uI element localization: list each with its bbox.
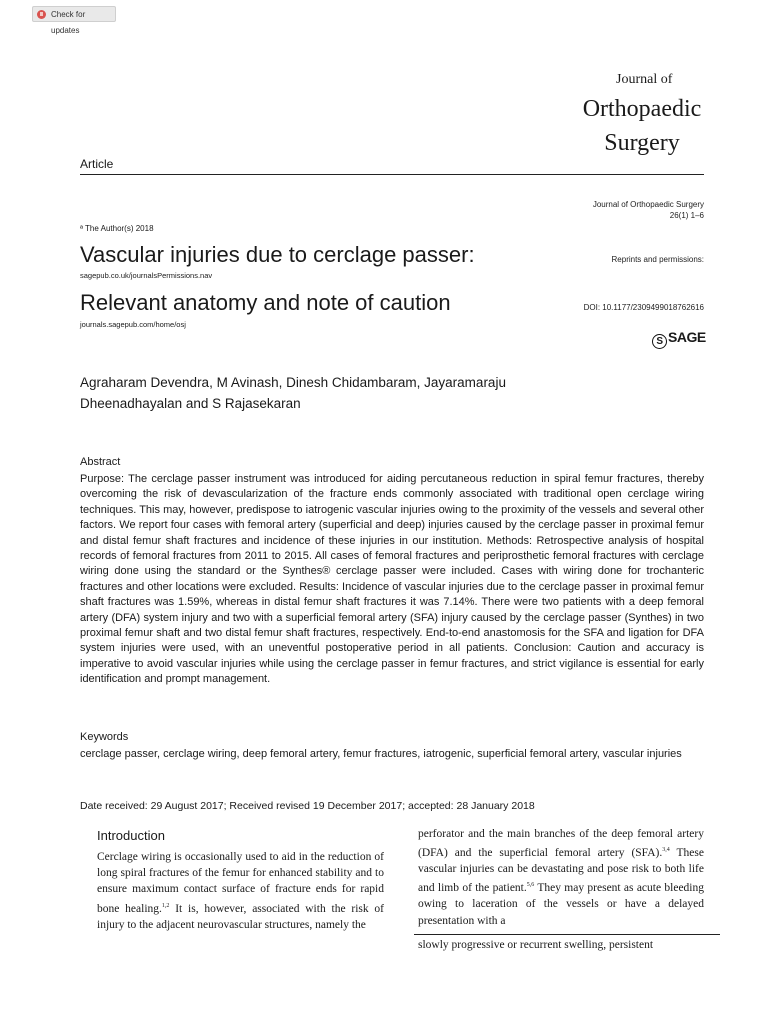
author-list bbox=[80, 372, 550, 414]
keywords-heading: Keywords bbox=[80, 731, 129, 743]
sage-s-icon: S bbox=[652, 334, 667, 349]
copyright-note: ª The Author(s) 2018 bbox=[80, 224, 154, 233]
citation-ref[interactable]: 1,2 bbox=[161, 902, 170, 909]
journal-home-link[interactable]: journals.sagepub.com/home/osj bbox=[80, 320, 186, 329]
journal-reference: Journal of Orthopaedic Surgery bbox=[592, 200, 704, 209]
check-for-updates-label: Check for updates bbox=[51, 10, 86, 35]
journal-name-line2: Surgery bbox=[604, 130, 680, 156]
citation-ref[interactable]: 5,6 bbox=[526, 882, 535, 889]
intro-text: These vascular injuries can be devastating and pose risk to both life and limb of the patient. bbox=[418, 847, 704, 895]
header-divider bbox=[80, 174, 704, 175]
column-divider bbox=[414, 934, 720, 935]
article-title-line2: Relevant anatomy and note of caution bbox=[80, 290, 451, 315]
permissions-label: Reprints and permissions: bbox=[611, 255, 704, 264]
abstract-heading: Abstract bbox=[80, 456, 121, 468]
section-label: Article bbox=[80, 157, 114, 171]
abstract-body: Purpose: The cerclage passer instrument was introduced for aiding percutaneous reduction in spiral femur fractures, thereby overcoming the risk of devascularization of the fracture ends commonly associated with traditional open cerclage wiring techniques. This may, however, predispose to iatrogenic vascular injuries owing to the proximity of the vessels and several other factors. We report four cases with femoral artery (superficial and deep) injuries caused by the cerclage passer in proximal femur and distal femur shaft fractures and incidence of these injuries in our institution. Methods: Retrospective analysis of hospital records of femoral fractures from 2011 to 2015. All cases of femoral fractures and periprosthetic femoral fractures with cerclage wiring done using the standard or the Synthes® cerclage passer were included. Cases with wiring done for trochanteric fractures and other locations were excluded. Results: Incidence of vascular injuries due to the cerclage passer in proximal femur shaft fractures was 1.59%, whereas in distal femur shaft fractures it was 7.14%. There were two patients with a deep femoral artery (DFA) system injury and two with a superficial femoral artery (SFA) injury caused by the cerclage passer (Synthes) in two proximal femur shaft and two distal femur shaft fractures, respectively. End-to-end anastomosis for the SFA and ligation for DFA system injuries were used, with an uneventful postoperative period in all patients. Conclusion: Caution and accuracy is imperative to avoid vascular injuries while using the cerclage passer in femur fractures, and strict vigilance is essential for early identification and prompt management. bbox=[80, 473, 704, 686]
article-title-line1: Vascular injuries due to cerclage passer: bbox=[80, 242, 475, 267]
permissions-link[interactable]: sagepub.co.uk/journalsPermissions.nav bbox=[80, 271, 213, 280]
keywords-body: cerclage passer, cerclage wiring, deep femoral artery, femur fractures, iatrogenic, superficial femoral artery, vascular injuries bbox=[80, 748, 682, 760]
journal-name-line1: Orthopaedic bbox=[582, 96, 702, 122]
sage-logo bbox=[652, 329, 706, 349]
updates-icon bbox=[37, 10, 46, 19]
check-for-updates-button[interactable] bbox=[32, 6, 116, 35]
author-line2: Dheenadhayalan and S Rajasekaran bbox=[80, 396, 301, 411]
intro-text: It is, however, associated with the risk of injury to the adjacent neurovascular structures, namely the bbox=[97, 902, 384, 931]
journal-name bbox=[574, 92, 710, 160]
volume-issue: 26(1) 1–6 bbox=[669, 211, 704, 220]
journal-name-prefix: Journal of bbox=[616, 72, 673, 87]
doi[interactable]: DOI: 10.1177/2309499018762616 bbox=[583, 303, 704, 312]
intro-text: Cerclage wiring is occasionally used to aid in the reduction of long spiral fractures of the femur for enhanced stability and to ensure maximum contact surface of fracture ends for rapid bone healing. bbox=[97, 851, 384, 915]
introduction-heading: Introduction bbox=[97, 828, 165, 843]
date-history: Date received: 29 August 2017; Received revised 19 December 2017; accepted: 28 January 2018 bbox=[80, 800, 535, 812]
introduction-column-right-continued: slowly progressive or recurrent swelling, persistent bbox=[418, 939, 654, 951]
author-line1: Agraharam Devendra, M Avinash, Dinesh Chidambaram, Jayaramaraju bbox=[80, 375, 506, 390]
introduction-column-right bbox=[418, 826, 704, 929]
citation-ref[interactable]: 3,4 bbox=[662, 847, 670, 854]
introduction-column-left bbox=[97, 849, 384, 933]
intro-text: perforator and the main branches of the deep femoral artery (DFA) and the superficial femoral artery (SFA). bbox=[418, 828, 704, 860]
sage-logo-text: SAGE bbox=[668, 329, 706, 345]
intro-text: They may present as acute bleeding owing to laceration of the vessels or have a delayed presentation with a bbox=[418, 882, 704, 927]
